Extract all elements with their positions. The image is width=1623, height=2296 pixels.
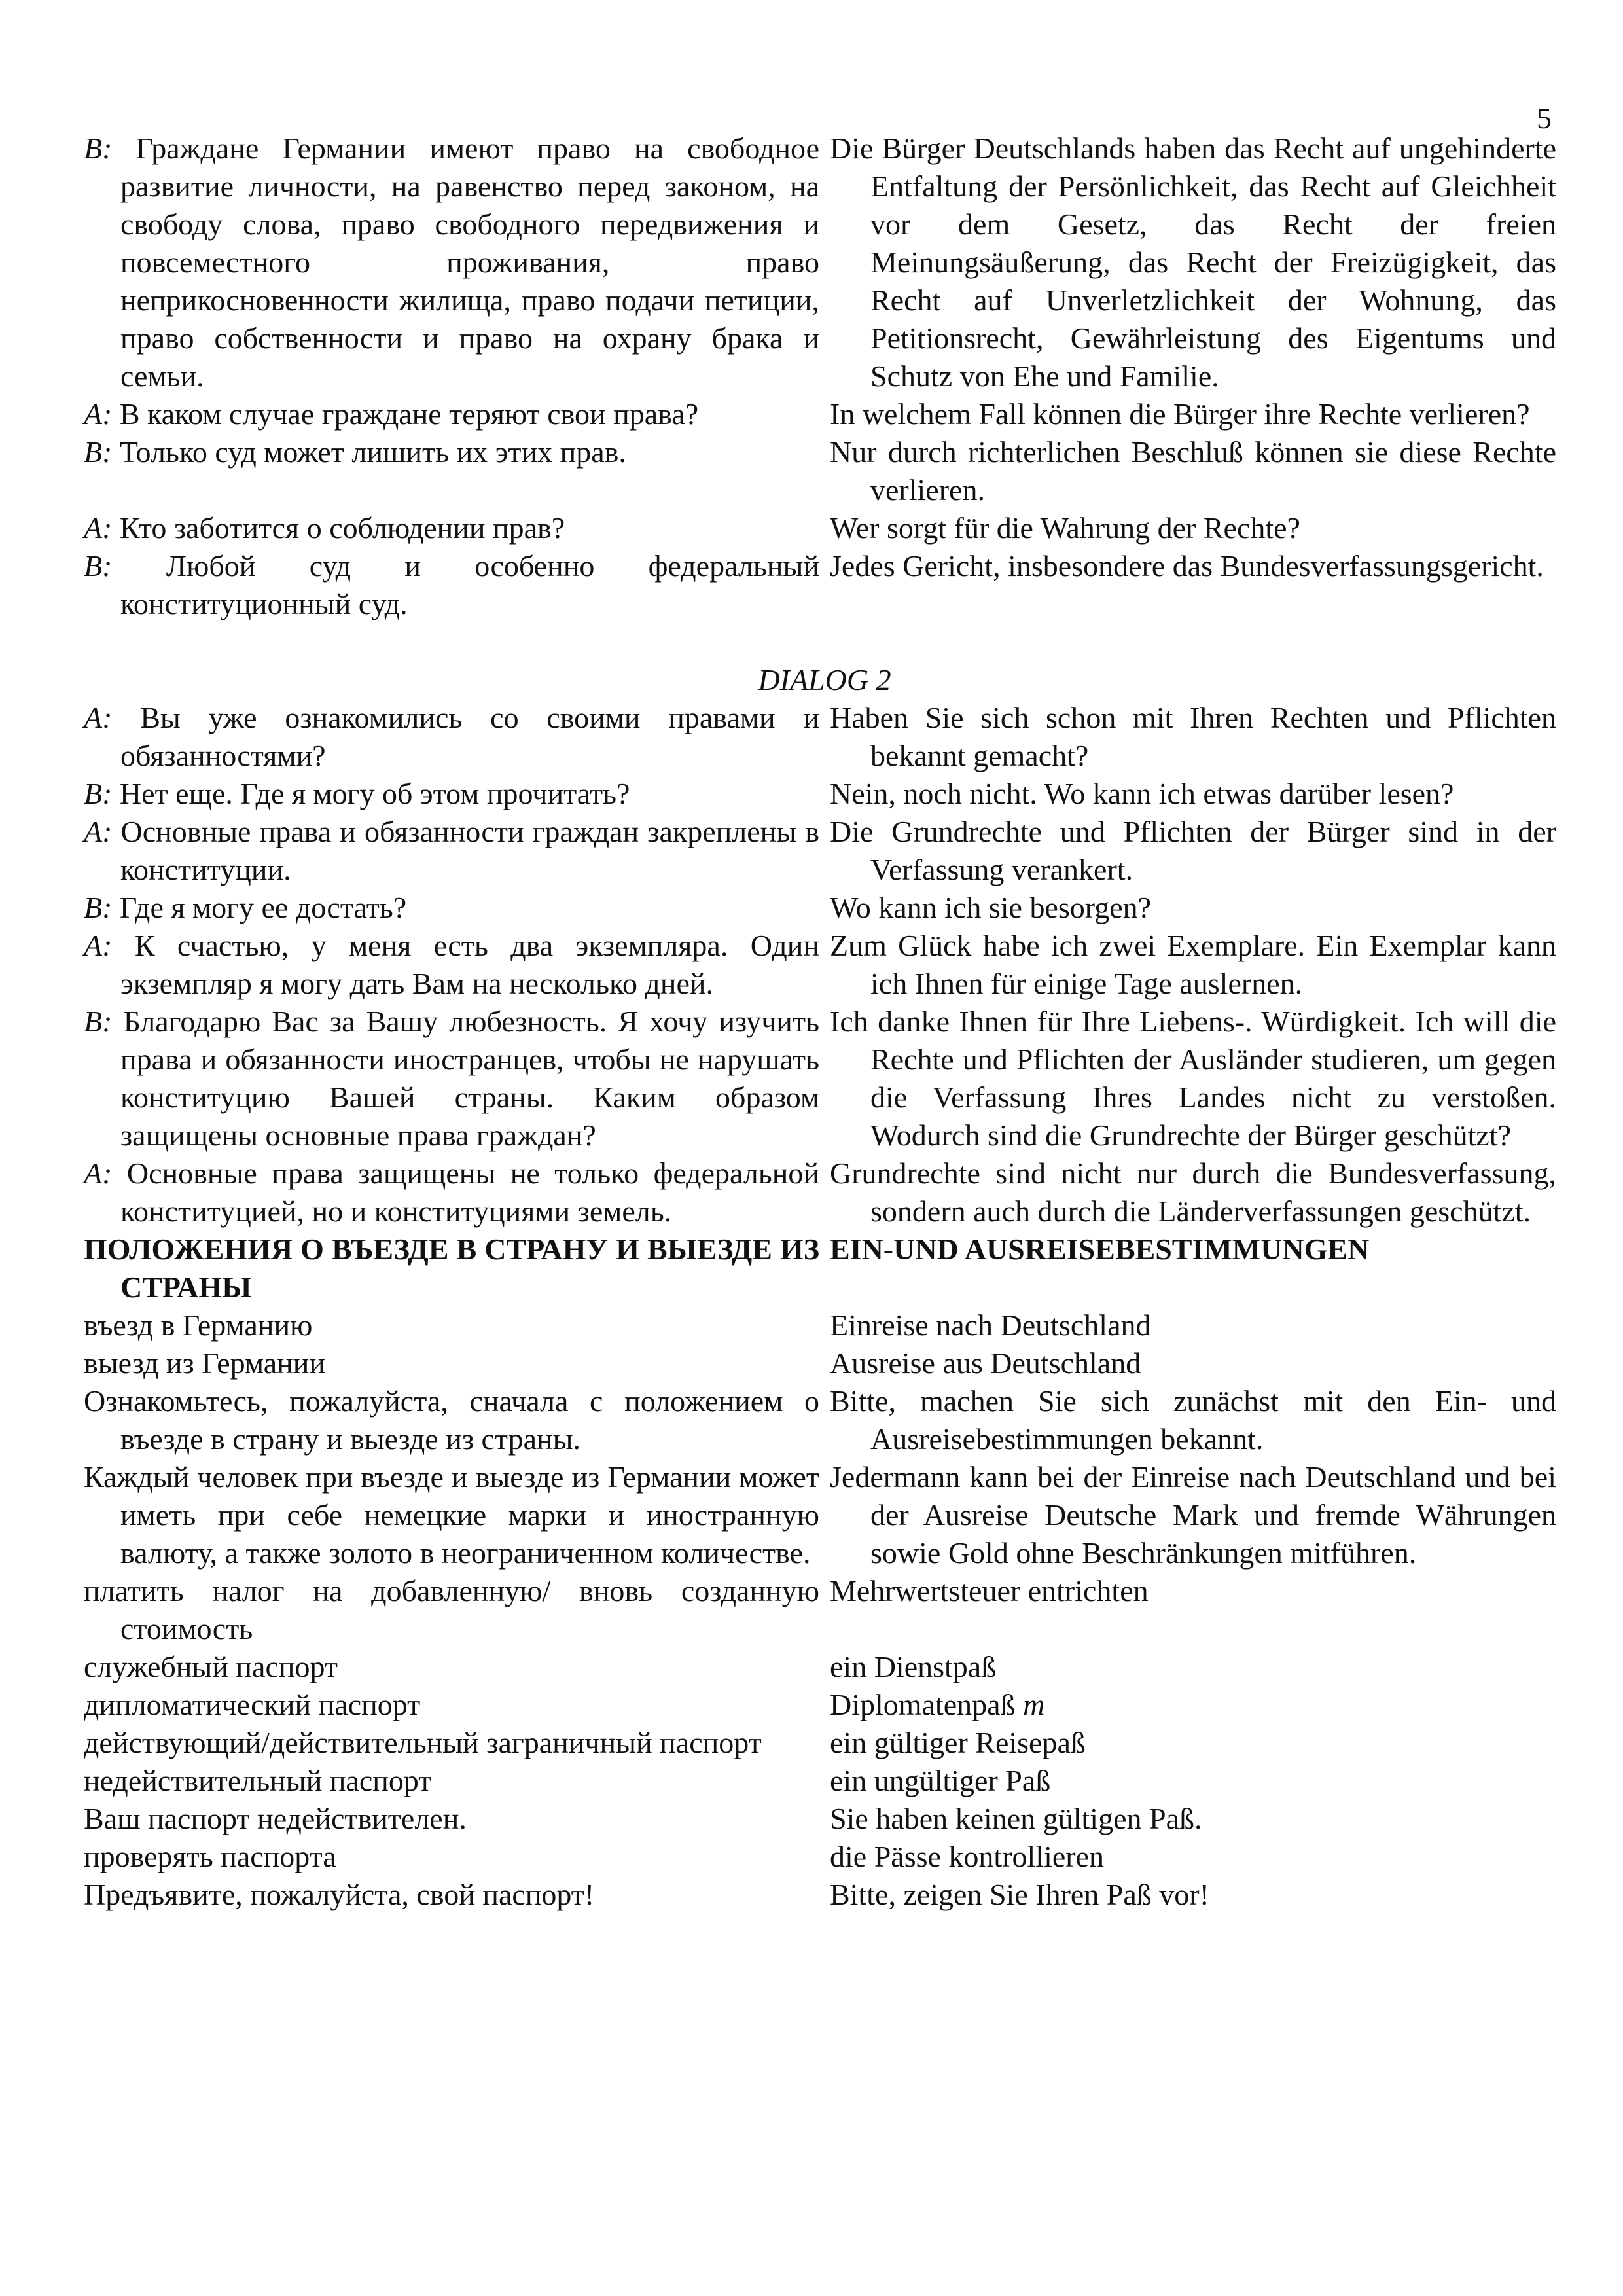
german-line: Wer sorgt für die Wahrung der Rechte? — [830, 511, 1300, 545]
vocab-russian: Каждый человек при въезде и выезде из Германии может иметь при себе немецкие марки и иностранную валюту, а также золото в неограниченном количестве. — [84, 1460, 819, 1570]
vocab-german: Bitte, zeigen Sie Ihren Paß vor! — [830, 1878, 1209, 1911]
speaker-label: B: — [84, 435, 113, 469]
dialog-row — [0, 130, 1623, 395]
vocab-row — [0, 1382, 1623, 1458]
russian-text: Нет еще. Где я могу об этом прочитать? — [119, 777, 630, 810]
russian-text: В каком случае граждане теряют свои права? — [119, 397, 699, 431]
russian-text: Любой суд и особенно федеральный конституционный суд. — [120, 549, 819, 620]
dialog-row — [0, 775, 1623, 813]
russian-line — [84, 509, 819, 547]
russian-line — [84, 395, 819, 433]
russian-text: Основные права защищены не только федеральной конституцией, но и конституциями земель. — [120, 1157, 819, 1228]
dialog-row — [0, 395, 1623, 433]
russian-text: Благодарю Вас за Вашу любезность. Я хочу изучить права и обязанности иностранцев, чтобы не нарушать конституцию Вашей страны. Каким образом защищены основные права граждан? — [120, 1005, 819, 1152]
russian-text: К счастью, у меня есть два экземпляра. Один экземпляр я могу дать Вам на несколько дней. — [120, 929, 819, 1000]
russian-line — [84, 889, 819, 927]
dialog-row — [0, 889, 1623, 927]
vocab-russian: въезд в Германию — [84, 1308, 313, 1342]
speaker-label: B: — [84, 1005, 113, 1038]
vocab-row — [0, 1572, 1623, 1648]
russian-text: Где я могу ее достать? — [119, 891, 407, 924]
german-line: Jedes Gericht, insbesondere das Bundesverfassungsgericht. — [830, 549, 1544, 583]
dialog-row — [0, 509, 1623, 547]
dialog-row — [0, 1155, 1623, 1230]
vocab-russian: недействительный паспорт — [84, 1764, 432, 1797]
vocab-russian: Ваш паспорт недействителен. — [84, 1802, 467, 1835]
russian-line — [84, 433, 819, 509]
page-number: 5 — [1537, 101, 1552, 135]
russian-text: Основные права и обязанности граждан закреплены в конституции. — [120, 815, 819, 886]
russian-text: Только суд может лишить их этих прав. — [119, 435, 626, 469]
speaker-label: A: — [84, 397, 113, 431]
dialog-row — [0, 547, 1623, 623]
russian-line — [84, 699, 819, 775]
german-line: In welchem Fall können die Bürger ihre Rechte verlieren? — [830, 397, 1530, 431]
speaker-label: A: — [84, 1157, 113, 1190]
vocab-german: ein gültiger Reisepaß — [830, 1726, 1086, 1759]
russian-line — [84, 547, 819, 623]
vocab-row — [0, 1838, 1623, 1876]
vocab-row — [0, 1648, 1623, 1686]
russian-line — [84, 130, 819, 395]
german-line: Ich danke Ihnen für Ihre Liebens-. Würdigkeit. Ich will die Rechte und Pflichten der Ausländer studieren, um gegen die Verfassung Ihres Landes nicht zu verstoßen. Wodurch sind die Grundrechte der Bürger geschützt? — [830, 1005, 1556, 1152]
section-heading-russian: ПОЛОЖЕНИЯ О ВЪЕЗДЕ В СТРАНУ И ВЫЕЗДЕ ИЗ СТРАНЫ — [84, 1232, 819, 1304]
russian-line — [84, 927, 819, 1003]
russian-line — [84, 775, 819, 813]
vocab-row — [0, 1344, 1623, 1382]
vocab-row — [0, 1800, 1623, 1838]
russian-text: Вы уже ознакомились со своими правами и обязанностями? — [120, 701, 819, 772]
section-heading-german: EIN-UND AUSREISEBESTIMMUNGEN — [830, 1232, 1370, 1266]
german-line: Haben Sie sich schon mit Ihren Rechten und Pflichten bekannt gemacht? — [830, 701, 1556, 772]
vocab-row — [0, 1306, 1623, 1344]
dialog-row — [0, 699, 1623, 775]
speaker-label: B: — [84, 891, 113, 924]
vocab-russian: Предъявите, пожалуйста, свой паспорт! — [84, 1878, 595, 1911]
vocab-row — [0, 1762, 1623, 1800]
section-heading-row — [0, 1230, 1623, 1306]
german-line: Zum Glück habe ich zwei Exemplare. Ein Exemplar kann ich Ihnen für einige Tage auslernen. — [830, 929, 1556, 1000]
vocab-russian: дипломатический паспорт — [84, 1688, 421, 1721]
vocab-russian: Ознакомьтесь, пожалуйста, сначала с положением о въезде в страну и выезде из страны. — [84, 1384, 819, 1456]
german-line: Nur durch richterlichen Beschluß können sie diese Rechte verlieren. — [830, 435, 1556, 507]
vocab-row — [0, 1458, 1623, 1572]
vocab-row — [0, 1686, 1623, 1724]
german-line: Die Grundrechte und Pflichten der Bürger sind in der Verfassung verankert. — [830, 815, 1556, 886]
vocab-row — [0, 1724, 1623, 1762]
vocab-german: die Pässe kontrollieren — [830, 1840, 1105, 1873]
german-line: Die Bürger Deutschlands haben das Recht auf ungehinderte Entfaltung der Persönlichkeit, das Recht auf Gleichheit vor dem Gesetz, das Recht der freien Meinungsäußerung, das Recht der Freizügigkeit, das Recht auf Unverletzlichkeit der Wohnung, das Petitionsrecht, Gewährleistung des Eigentums und Schutz von Ehe und Familie. — [830, 132, 1556, 393]
vocab-russian: действующий/действительный заграничный паспорт — [84, 1726, 762, 1759]
vocab-german: ein Dienstpaß — [830, 1650, 997, 1683]
vocab-russian: проверять паспорта — [84, 1840, 336, 1873]
russian-line — [84, 813, 819, 889]
dialog-2-title: DIALOG 2 — [758, 663, 891, 696]
german-line: Wo kann ich sie besorgen? — [830, 891, 1152, 924]
vocab-german: Bitte, machen Sie sich zunächst mit den Ein- und Ausreisebestimmungen bekannt. — [830, 1384, 1556, 1456]
vocab-german: Einreise nach Deutschland — [830, 1308, 1151, 1342]
vocab-russian: выезд из Германии — [84, 1346, 326, 1380]
speaker-label: A: — [84, 929, 113, 962]
russian-text: Кто заботится о соблюдении прав? — [119, 511, 565, 545]
vocab-german: Sie haben keinen gültigen Paß. — [830, 1802, 1202, 1835]
speaker-label: A: — [84, 701, 113, 734]
dialog-title-row — [0, 661, 1623, 699]
russian-line — [84, 1155, 819, 1230]
vocab-german — [830, 1686, 1556, 1724]
russian-text: Граждане Германии имеют право на свободное развитие личности, на равенство перед законом, на свободу слова, право свободного передвижения и повсеместного проживания, право неприкосновенности жилища, право подачи петиции, право собственности и право на охрану брака и семьи. — [120, 132, 819, 393]
speaker-label: B: — [84, 549, 113, 583]
speaker-label: B: — [84, 777, 113, 810]
speaker-label: B: — [84, 132, 113, 165]
vocab-russian: платить налог на добавленную/ вновь созданную стоимость — [84, 1574, 819, 1645]
page-content — [0, 130, 1623, 1914]
vocab-german: ein ungültiger Paß — [830, 1764, 1051, 1797]
dialog-row — [0, 433, 1623, 509]
german-line: Nein, noch nicht. Wo kann ich etwas darüber lesen? — [830, 777, 1454, 810]
vocab-german: Ausreise aus Deutschland — [830, 1346, 1141, 1380]
dialog-row — [0, 813, 1623, 889]
vocab-german-text: Diplomatenpaß — [830, 1688, 1016, 1721]
vocab-german: Mehrwertsteuer entrichten — [830, 1574, 1149, 1607]
german-line: Grundrechte sind nicht nur durch die Bundesverfassung, sondern auch durch die Länderverfassungen geschützt. — [830, 1157, 1556, 1228]
speaker-label: A: — [84, 511, 113, 545]
vocab-row — [0, 1876, 1623, 1914]
dialog-row — [0, 927, 1623, 1003]
vocab-russian: служебный паспорт — [84, 1650, 338, 1683]
vocab-german: Jedermann kann bei der Einreise nach Deutschland und bei der Ausreise Deutsche Mark und fremde Währungen sowie Gold ohne Beschränkungen mitführen. — [830, 1460, 1556, 1570]
gender-marker: m — [1023, 1688, 1045, 1721]
dialog-row — [0, 1003, 1623, 1155]
speaker-label: A: — [84, 815, 113, 848]
russian-line — [84, 1003, 819, 1155]
